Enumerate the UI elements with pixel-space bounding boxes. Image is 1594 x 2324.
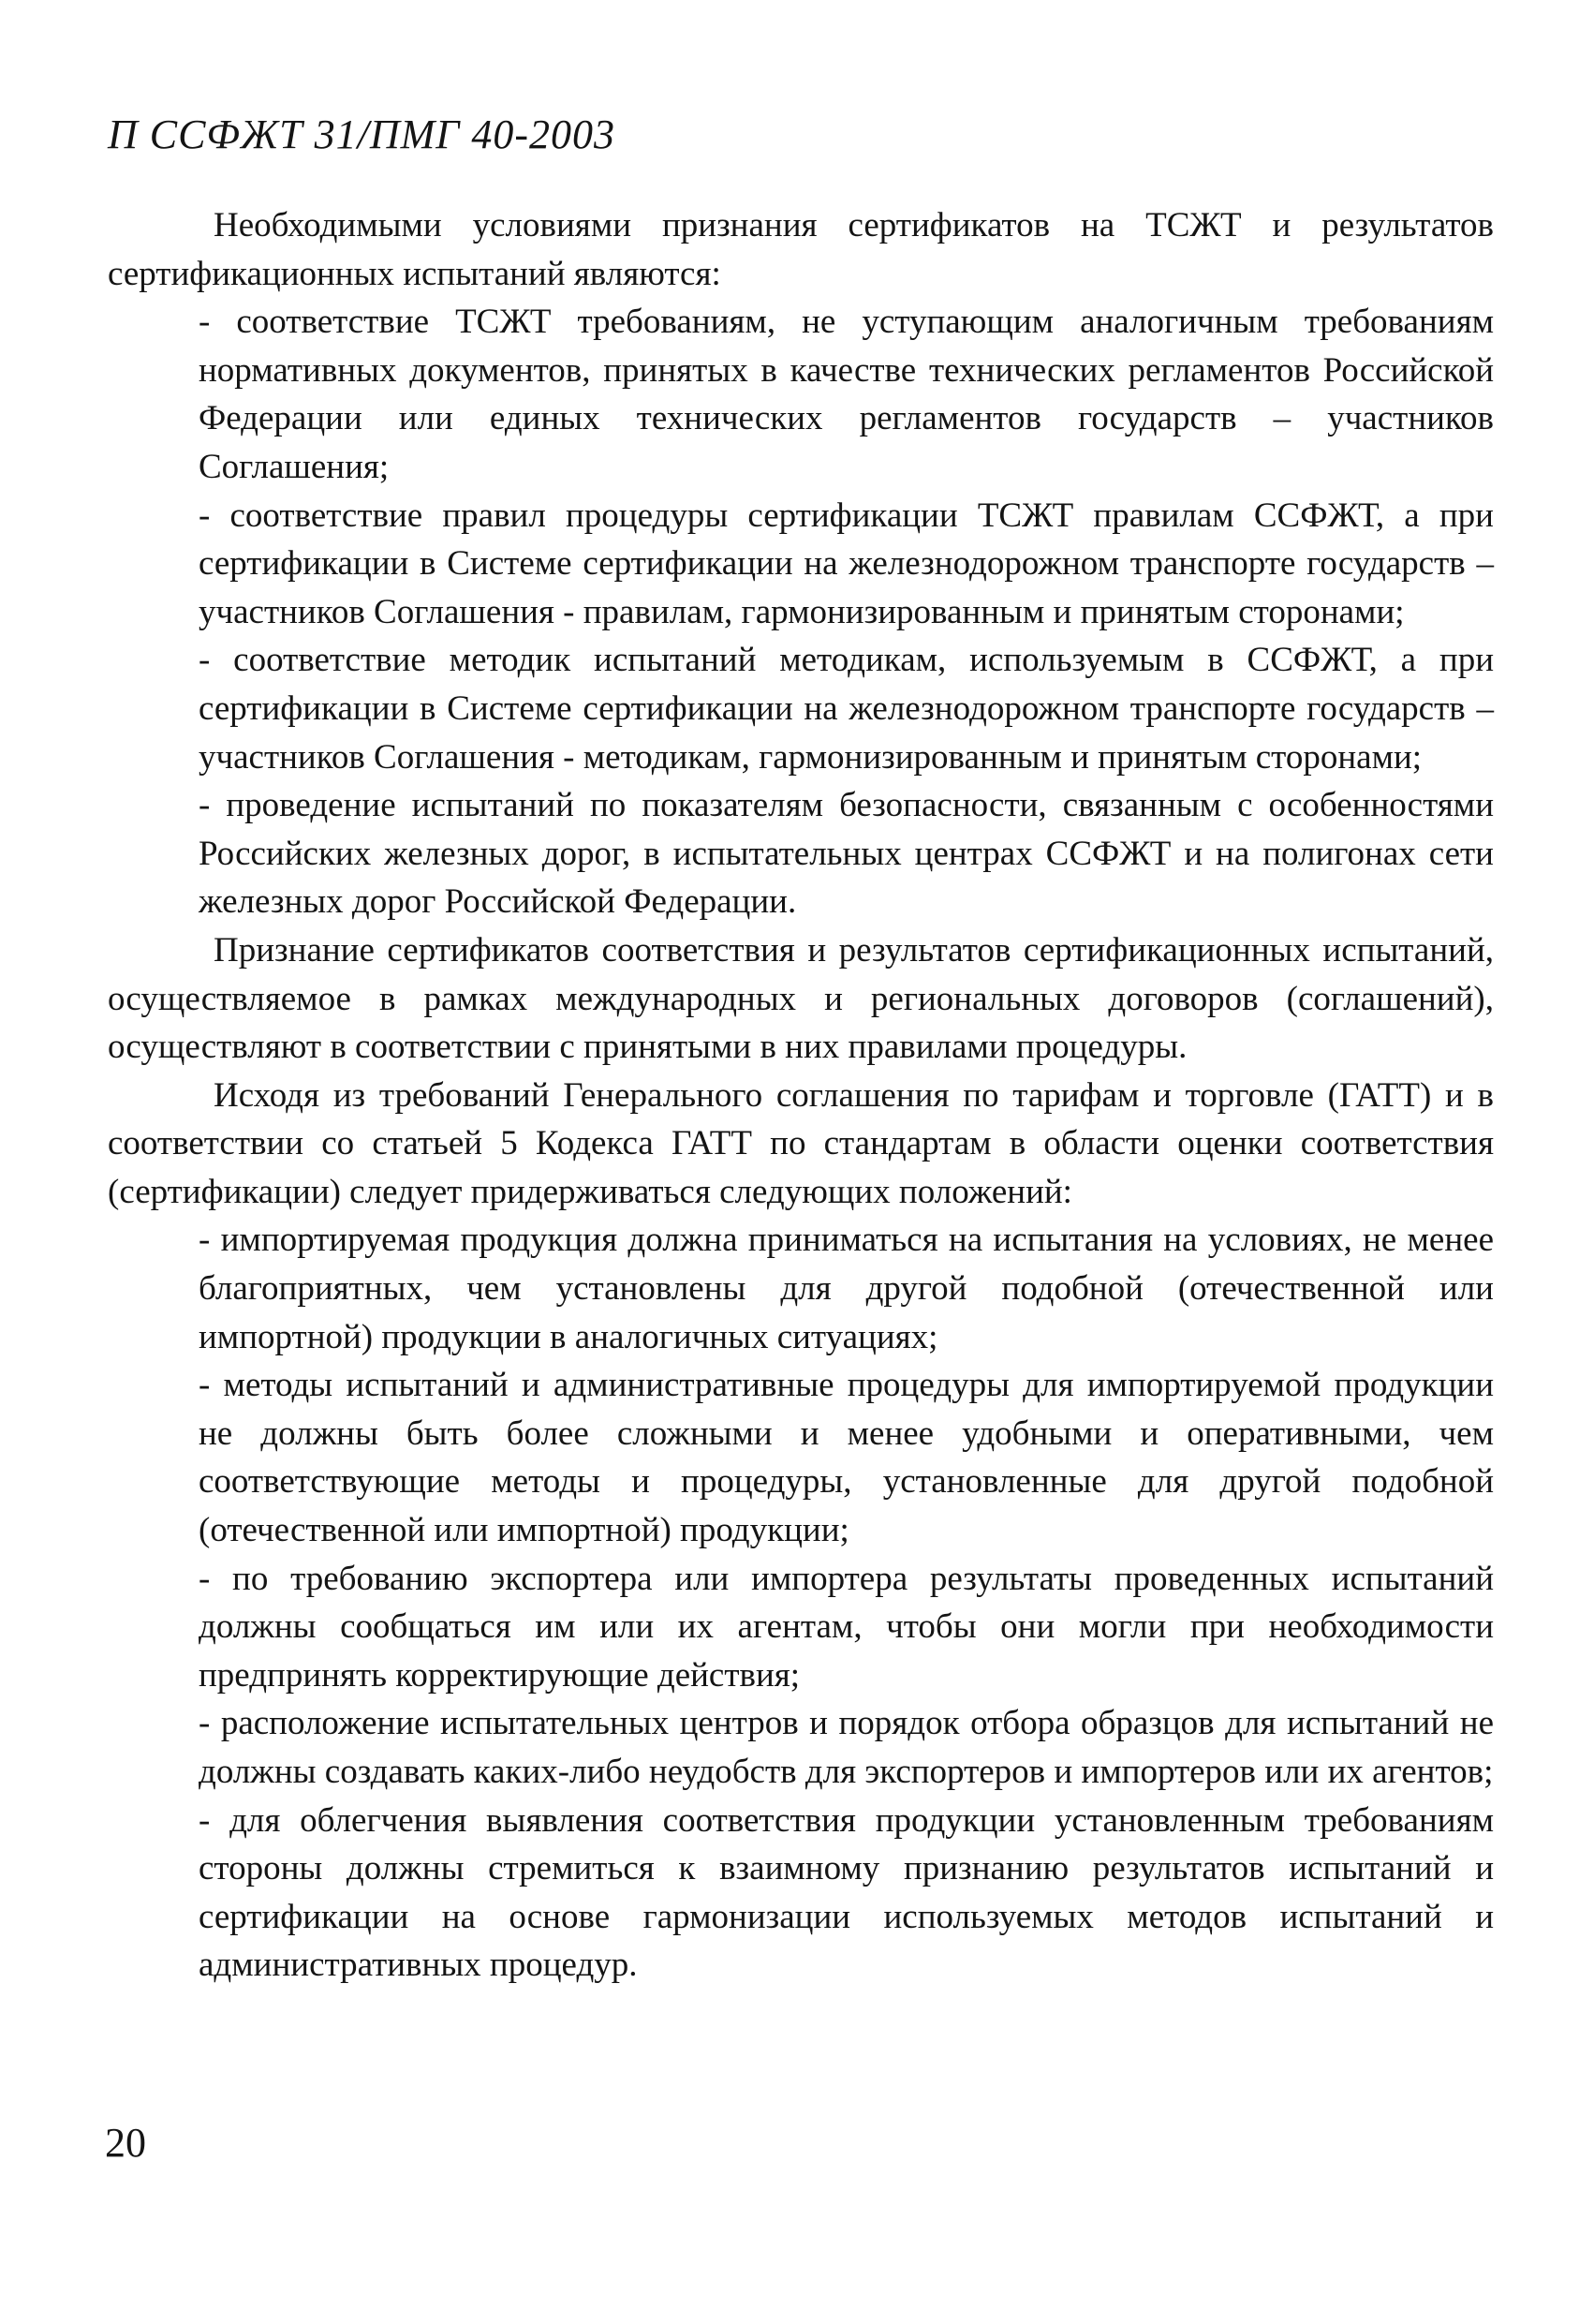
gatt-paragraph: Исходя из требований Генерального соглашения по тарифам и торговле (ГАТТ) и в соответствии со статьей 5 Кодекса ГАТТ по стандартам в области оценки соответствия (сертификации) следует придерживаться следующих положений: [108,1075,1494,1211]
provision-item: - по требованию экспортера или импортера результаты проведенных испытаний должны сообщаться им или их агентам, чтобы они могли при необходимости предпринять корректирующие действия; [199,1559,1494,1695]
provision-item: - расположение испытательных центров и порядок отбора образцов для испытаний не должны создавать каких-либо неудобств для экспортеров и импортеров или их агентов; [199,1704,1494,1791]
intro-paragraph: Необходимыми условиями признания сертификатов на ТСЖТ и результатов сертификационных испытаний являются: [108,206,1494,293]
condition-item: - соответствие правил процедуры сертификации ТСЖТ правилам ССФЖТ, а при сертификации в Системе сертификации на железнодорожном транспорте государств – участников Соглашения - правилам, гармонизированным и принятым сторонами; [199,496,1494,631]
condition-item: - соответствие ТСЖТ требованиям, не уступающим аналогичным требованиям нормативных документов, принятых в качестве технических регламентов Российской Федерации или единых технических регламентов государств – участников Соглашения; [199,303,1494,486]
condition-item: - проведение испытаний по показателям безопасности, связанным с особенностями Российских железных дорог, в испытательных центрах ССФЖТ и на полигонах сети железных дорог Российской Федерации. [199,786,1494,922]
provision-item: - для облегчения выявления соответствия продукции установленным требованиям стороны должны стремиться к взаимному признанию результатов испытаний и сертификации на основе гармонизации используемых методов испытаний и административных процедур. [199,1800,1494,1985]
document-code-header: П ССФЖТ 31/ПМГ 40-2003 [108,111,615,157]
provision-item: - импортируемая продукция должна приниматься на испытания на условиях, не менее благоприятных, чем установлены для другой подобной (отечественной или импортной) продукции в аналогичных ситуациях; [199,1221,1494,1356]
condition-item: - соответствие методик испытаний методикам, используемым в ССФЖТ, а при сертификации в Системе сертификации на железнодорожном транспорте государств – участников Соглашения - методикам, гармонизированным и принятым сторонами; [199,641,1494,777]
provision-item: - методы испытаний и административные процедуры для импортируемой продукции не должны быть более сложными и менее удобными и оперативными, чем соответствующие методы и процедуры, установленные для другой подобной (отечественной или импортной) продукции; [199,1366,1494,1550]
document-body [108,201,1494,1990]
recognition-paragraph: Признание сертификатов соответствия и результатов сертификационных испытаний, осуществляемое в рамках международных и региональных договоров (соглашений), осуществляют в соответствии с принятыми в них правилами процедуры. [108,930,1494,1067]
page-number: 20 [105,2120,146,2166]
